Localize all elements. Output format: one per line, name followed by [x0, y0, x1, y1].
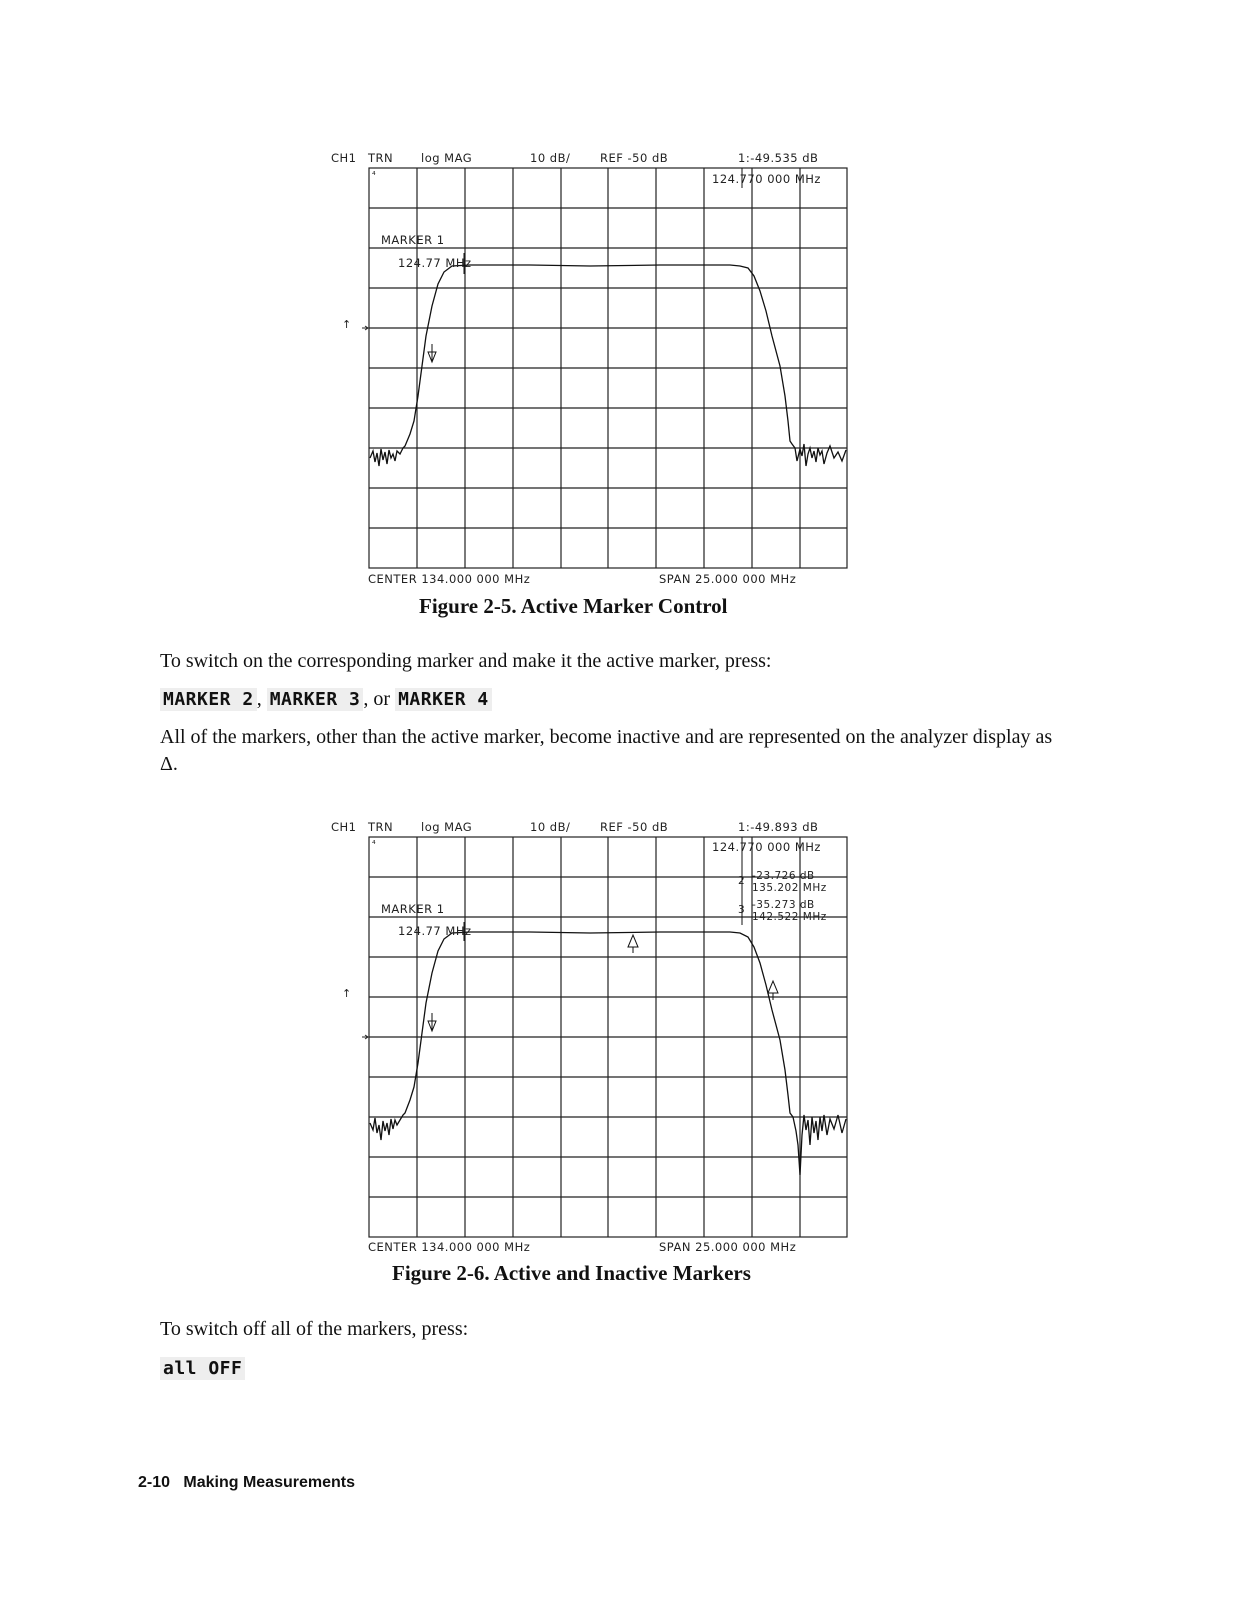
fig2-marker2-number: 2 — [738, 875, 746, 887]
fig2-graticule — [369, 837, 847, 1237]
fig2-center-freq: CENTER 134.000 000 MHz — [368, 1240, 531, 1254]
fig1-channel: CH1 — [331, 151, 357, 165]
section-title: Making Measurements — [183, 1474, 355, 1491]
fig2-reference: REF -50 dB — [600, 820, 669, 834]
fig1-marker-freq-label: 124.77 MHz — [398, 256, 472, 270]
fig2-ref-arrow-icon: ↑ — [342, 987, 352, 1000]
fig2-marker3-value: -35.273 dB — [752, 899, 815, 911]
marker-keys-line — [160, 686, 492, 713]
fig2-span: SPAN 25.000 000 MHz — [659, 1240, 797, 1254]
fig1-marker-freq-box: 124.770 000 MHz — [712, 172, 821, 186]
fig2-ref-position-icon — [362, 1035, 368, 1039]
fig2-marker2-value: -23.726 dB — [752, 870, 815, 882]
fig2-marker-freq-box: 124.770 000 MHz — [712, 840, 821, 854]
page-footer — [138, 1474, 355, 1492]
fig2-format: log MAG — [421, 820, 473, 834]
fig2-marker-label: MARKER 1 — [381, 902, 445, 916]
fig2-trace-plot — [330, 835, 860, 1245]
fig2-marker2-freq: 135.202 MHz — [752, 882, 827, 894]
fig1-scale: 10 dB/ — [530, 151, 571, 165]
marker-2-key[interactable]: MARKER 2 — [160, 688, 257, 711]
fig2-marker3-number: 3 — [738, 904, 746, 916]
figure-2-5-caption: Figure 2-5. Active Marker Control — [419, 594, 728, 618]
fig1-marker-readout: 1:-49.535 dB — [738, 151, 819, 165]
fig1-small-marker-icon: ⁴ — [372, 171, 376, 181]
fig1-span: SPAN 25.000 000 MHz — [659, 572, 797, 586]
fig2-measurement: TRN — [368, 820, 394, 834]
fig1-ref-arrow-icon: ↑ — [342, 318, 352, 331]
fig1-ref-position-icon — [362, 326, 368, 330]
figure-2-6-caption: Figure 2-6. Active and Inactive Markers — [392, 1261, 751, 1285]
fig2-small-marker-icon: ⁴ — [372, 840, 376, 850]
paragraph-switch-on: To switch on the corresponding marker and make it the active marker, press: — [160, 650, 772, 672]
fig1-center-freq: CENTER 134.000 000 MHz — [368, 572, 531, 586]
paragraph-inactive-markers: All of the markers, other than the active marker, become inactive and are represented on the analyzer display as Δ. — [160, 726, 1053, 775]
all-off-key[interactable]: all OFF — [160, 1357, 245, 1380]
fig1-reference: REF -50 dB — [600, 151, 669, 165]
marker-3-key[interactable]: MARKER 3 — [267, 688, 364, 711]
fig2-marker-freq-label: 124.77 MHz — [398, 924, 472, 938]
fig2-marker-readout: 1:-49.893 dB — [738, 820, 819, 834]
all-off-line — [160, 1355, 245, 1382]
fig1-measurement: TRN — [368, 151, 394, 165]
separator: , — [256, 688, 262, 710]
fig1-format: log MAG — [421, 151, 473, 165]
fig1-marker-label: MARKER 1 — [381, 233, 445, 247]
fig2-marker3-freq: 142.522 MHz — [752, 911, 827, 923]
fig2-inactive-marker-2-icon — [628, 935, 638, 947]
fig2-scale: 10 dB/ — [530, 820, 571, 834]
paragraph-switch-off: To switch off all of the markers, press: — [160, 1318, 469, 1340]
fig2-inactive-marker-3-icon — [768, 981, 778, 993]
fig1-trace-plot — [330, 166, 860, 576]
page-number: 2-10 — [138, 1474, 171, 1491]
fig1-graticule — [369, 168, 847, 568]
fig2-channel: CH1 — [331, 820, 357, 834]
marker-4-key[interactable]: MARKER 4 — [395, 688, 492, 711]
separator-or: , or — [363, 688, 391, 710]
